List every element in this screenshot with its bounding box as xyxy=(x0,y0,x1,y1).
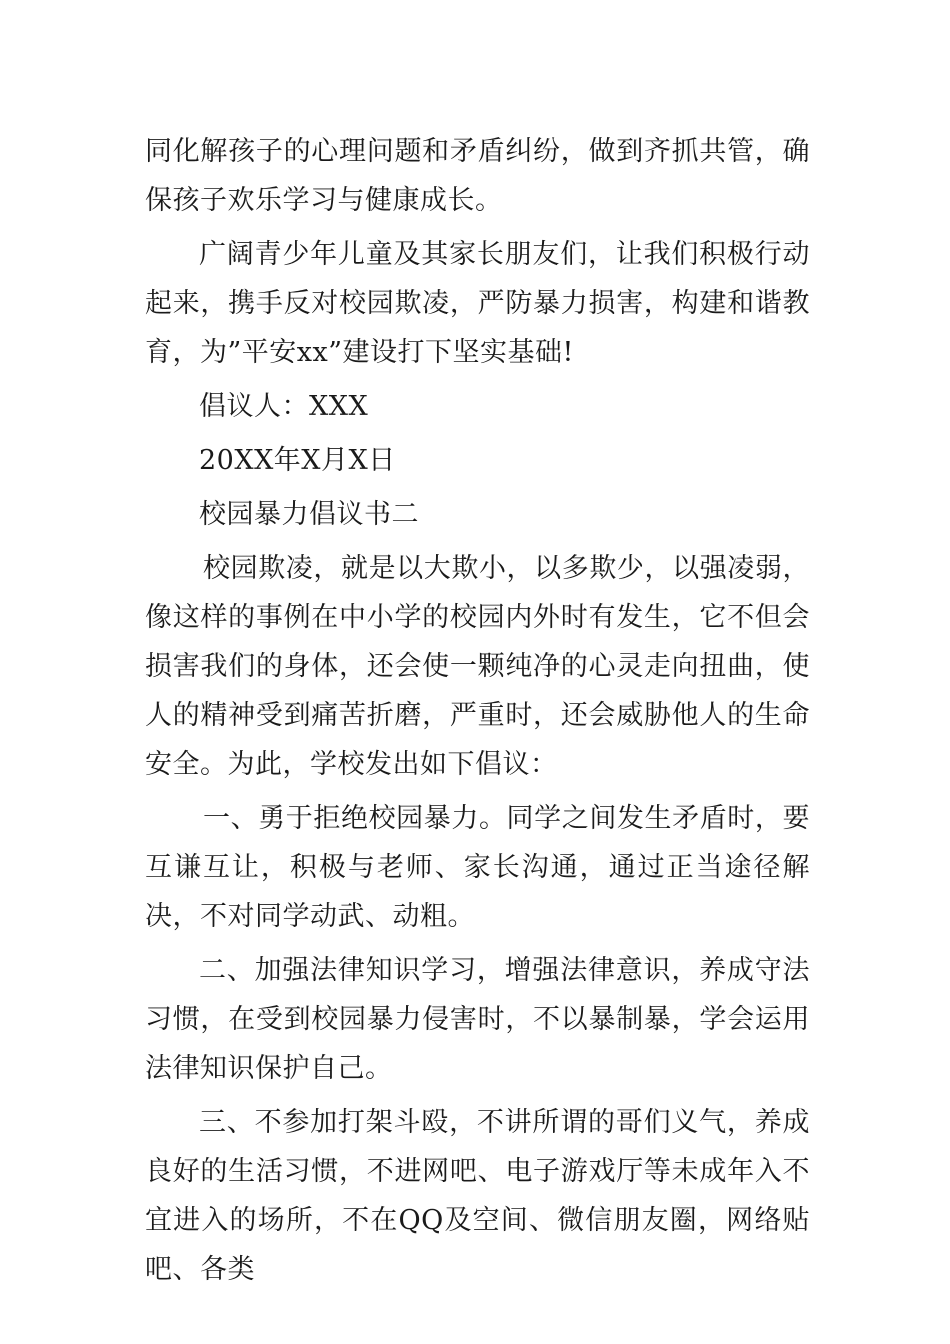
paragraph-appeal: 广阔青少年儿童及其家长朋友们，让我们积极行动起来，携手反对校园欺凌，严防暴力损害，构建和谐教育，为”平安xx”建设打下坚实基础! xyxy=(145,239,810,368)
initiator-line: 倡议人：XXX xyxy=(199,391,369,422)
document-body xyxy=(145,127,810,1294)
paragraph-point-two: 二、加强法律知识学习，增强法律意识，养成守法习惯，在受到校园暴力侵害时，不以暴制暴，学会运用法律知识保护自己。 xyxy=(145,955,810,1084)
section-title: 校园暴力倡议书二 xyxy=(199,499,419,530)
paragraph-point-three: 三、不参加打架斗殴，不讲所谓的哥们义气，养成良好的生活习惯，不进网吧、电子游戏厅等未成年入不宜进入的场所，不在QQ及空间、微信朋友圈，网络贴吧、各类 xyxy=(145,1107,810,1285)
paragraph-point-one: 一、勇于拒绝校园暴力。同学之间发生矛盾时，要互谦互让，积极与老师、家长沟通，通过正当途径解决，不对同学动武、动粗。 xyxy=(145,803,810,932)
date-line: 20XX年X月X日 xyxy=(199,445,396,476)
paragraph-intro: 校园欺凌，就是以大欺小，以多欺少，以强凌弱，像这样的事例在中小学的校园内外时有发生，它不但会损害我们的身体，还会使一颗纯净的心灵走向扭曲，使人的精神受到痛苦折磨，严重时，还会威胁他人的生命安全。为此，学校发出如下倡议： xyxy=(145,553,810,780)
paragraph-continuation: 同化解孩子的心理问题和矛盾纠纷，做到齐抓共管，确保孩子欢乐学习与健康成长。 xyxy=(145,136,810,216)
